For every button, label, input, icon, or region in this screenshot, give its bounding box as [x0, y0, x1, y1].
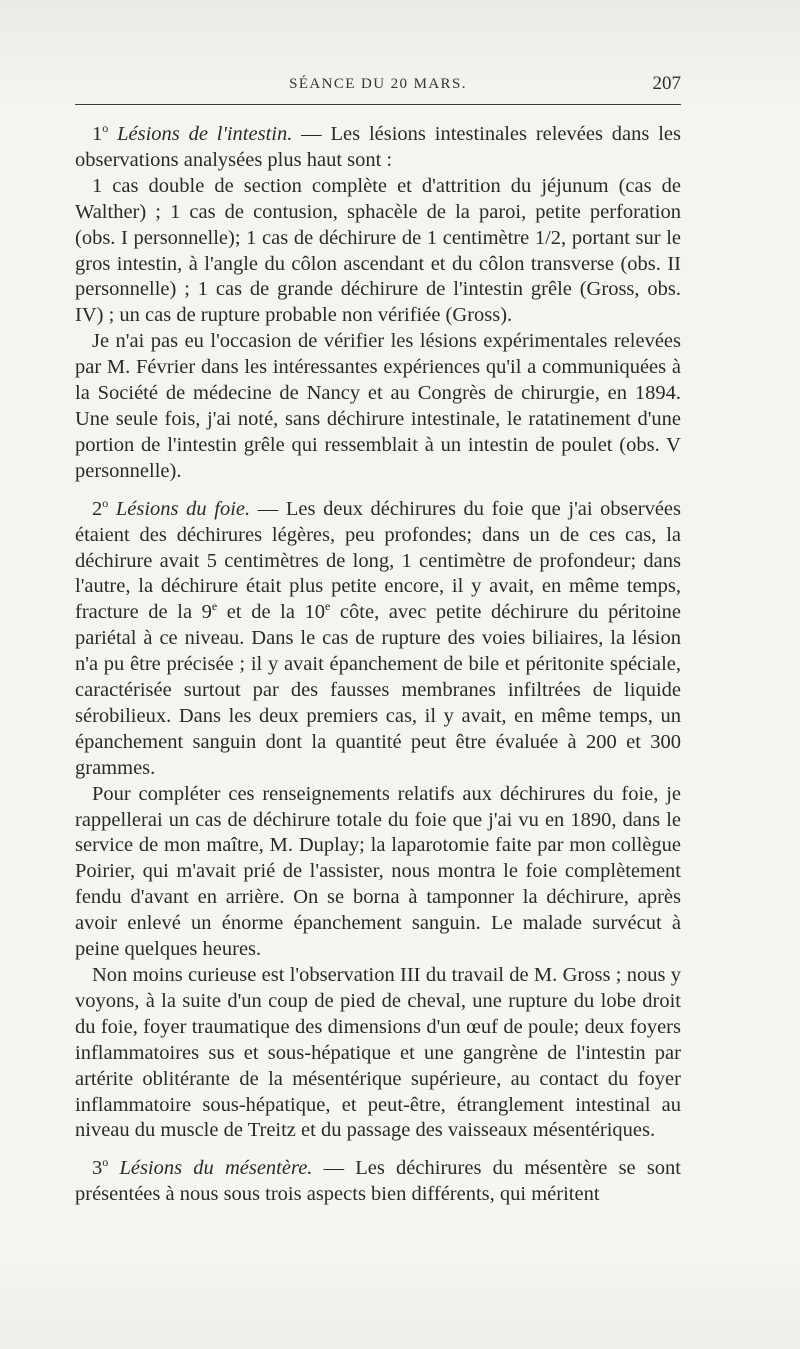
paragraph-text: — Les deux déchirures du foie que j'ai observées étaient des déchirures légères, peu profondes; dans un de ces cas, la déchirure avait 5 centimètres de long, 1 centimètre de profondeur; dans l'autre, la déchirure était plus petite encore, il y avait, en même temps, fracture de la 9 — [75, 497, 681, 624]
section-number: 2 — [92, 497, 103, 520]
ordinal-suffix: o — [102, 495, 109, 510]
paragraph-text: — Les déchirures du mésentère se sont présentées à nous sous trois aspects bien différents, qui méritent — [75, 1157, 681, 1206]
ordinal-suffix: o — [102, 1155, 109, 1170]
paragraph-mesentery-heading — [75, 1156, 681, 1208]
paragraph-text: et de la 10 — [217, 601, 326, 624]
section-heading: Lésions du mésentère. — [119, 1157, 313, 1180]
section-number: 1 — [92, 123, 103, 145]
running-header — [75, 72, 681, 102]
ordinal-suffix: o — [102, 121, 109, 136]
paragraph-intestine-heading — [75, 122, 681, 174]
running-title: SÉANCE DU 20 MARS. — [289, 76, 467, 92]
paragraph-text: côte, avec petite déchirure du péritoine pariétal à ce niveau. Dans le cas de rupture des voies biliaires, la lésion n'a pu être précisée ; il y avait épanchement de bile et péritonite spéciale, caractérisée surtout par des fausses membranes infiltrées de liquide sérobilieux. Dans les deux premiers cas, il y avait, en même temps, un épanchement sanguin dont la quantité peut être évaluée à 200 et 300 grammes. — [75, 601, 681, 779]
superscript: e — [211, 599, 218, 614]
paragraph: Non moins curieuse est l'observation III du travail de M. Gross ; nous y voyons, à la suite d'un coup de pied de cheval, une rupture du lobe droit du foie, foyer traumatique des dimensions d'un œuf de poule; deux foyers inflammatoires sus et sous-hépatique et une gangrène de l'intestin par artérite oblitérante de la mésentérique supérieure, au contact du foyer inflammatoire sous-hépatique, et peut-être, étranglement intestinal au niveau du muscle de Treitz et du passage des vaisseaux mésentériques. — [75, 964, 681, 1142]
superscript: e — [325, 599, 331, 614]
paragraph-liver-heading — [75, 497, 681, 782]
page-number: 207 — [652, 73, 681, 94]
section-heading: Lésions de l'intestin. — [117, 123, 293, 145]
section-number: 3 — [92, 1157, 103, 1180]
paragraph: 1 cas double de section complète et d'attrition du jéjunum (cas de Walther) ; 1 cas de contusion, sphacèle de la paroi, petite perforation (obs. I personnelle); 1 cas de déchirure de 1 centimètre 1/2, portant sur le gros intestin, à l'angle du côlon ascendant et du côlon transverse (obs. II personnelle) ; 1 cas de grande déchirure de l'intestin grêle (Gross, obs. IV) ; un cas de rupture probable non vérifiée (Gross). — [75, 174, 681, 327]
paragraph: Je n'ai pas eu l'occasion de vérifier les lésions expérimentales relevées par M. Février dans les intéressantes expériences qu'il a communiquées à la Société de médecine de Nancy et au Congrès de chirurgie, en 1894. Une seule fois, j'ai noté, sans déchirure intestinale, le ratatinement d'une portion de l'intestin grêle qui ressemblait à un intestin de poulet (obs. V personnelle). — [75, 330, 681, 482]
header-rule — [75, 104, 681, 105]
section-heading: Lésions du foie. — [115, 497, 251, 520]
body-text — [75, 122, 681, 1208]
paragraph-text: — Les lésions intestinales relevées dans les observations analysées plus haut sont : — [75, 123, 681, 171]
paragraph: Pour compléter ces renseignements relatifs aux déchirures du foie, je rappellerai un cas de déchirure totale du foie que j'ai vu en 1890, dans le service de mon maître, M. Duplay; la laparotomie faite par mon collègue Poirier, qui m'avait prié de l'assister, nous montra le foie complètement fendu d'avant en arrière. On se borna à tamponner la déchirure, après avoir enlevé un énorme épanchement sanguin. Le malade survécut à peine quelques heures. — [75, 782, 681, 961]
